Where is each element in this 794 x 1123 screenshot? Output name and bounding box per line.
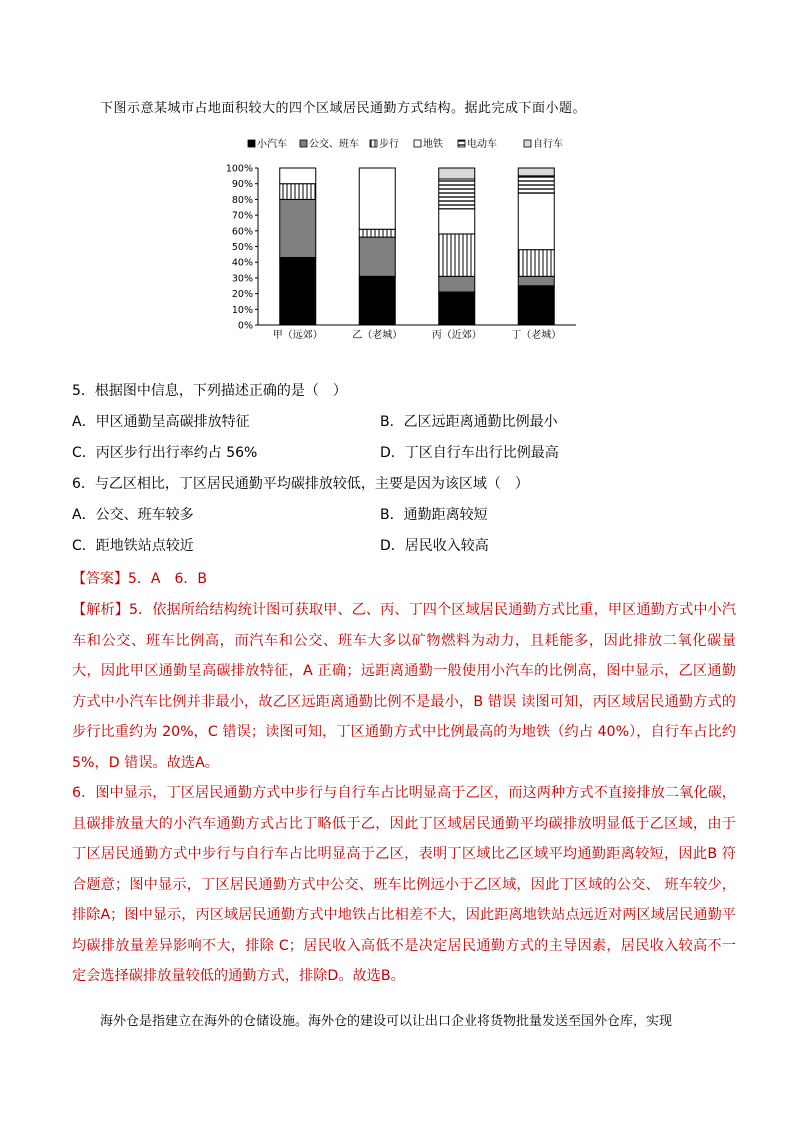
legend-swatch <box>300 140 307 147</box>
legend-swatch <box>370 140 377 147</box>
answer-value: 5．A 6．B <box>128 571 207 587</box>
bar-segment <box>439 179 475 209</box>
legend-swatch <box>414 140 421 147</box>
legend-swatch <box>524 140 531 147</box>
bar-segment <box>359 276 395 325</box>
bar-segment <box>518 286 554 325</box>
bar-segment <box>518 168 554 176</box>
bar-segment <box>518 250 554 277</box>
y-tick-label: 90% <box>231 179 253 191</box>
q5-option-a: A．甲区通勤呈高碳排放特征 <box>72 414 250 430</box>
legend-label: 电动车 <box>467 139 497 150</box>
y-tick-label: 0% <box>237 320 253 332</box>
analysis-block <box>72 595 736 992</box>
legend-label: 公交、班车 <box>309 139 359 150</box>
y-tick-label: 80% <box>231 194 253 206</box>
x-tick-label: 丁（老城） <box>511 330 562 341</box>
bar-segment <box>439 234 475 276</box>
y-tick-label: 10% <box>231 304 253 316</box>
bar-segment <box>439 276 475 292</box>
x-tick-label: 乙（老城） <box>352 330 403 341</box>
y-tick-label: 100% <box>225 163 253 175</box>
q6-option-c: C．距地铁站点较近 <box>72 538 194 554</box>
bar-segment <box>518 193 554 250</box>
bar-segment <box>280 168 316 184</box>
bar-segment <box>518 176 554 193</box>
stacked-bar-chart <box>218 136 578 346</box>
y-tick-label: 30% <box>231 273 253 285</box>
bar-segment <box>280 184 316 200</box>
question-5: 5．根据图中信息，下列描述正确的是（ ） <box>72 383 347 399</box>
bar-segment <box>439 209 475 234</box>
y-tick-label: 20% <box>231 289 253 301</box>
bar-segment <box>359 168 395 229</box>
q6-option-d: D．居民收入较高 <box>380 538 489 554</box>
y-tick-label: 40% <box>231 257 253 269</box>
answer-tag: 【答案】 <box>72 571 128 587</box>
q5-option-c: C．丙区步行出行率约占 56% <box>72 445 258 461</box>
legend-label: 小汽车 <box>257 139 287 150</box>
bar-segment <box>359 229 395 237</box>
q6-option-a: A．公交、班车较多 <box>72 507 194 523</box>
legend-label: 步行 <box>379 139 399 150</box>
bar-segment <box>439 168 475 179</box>
legend-label: 自行车 <box>533 139 563 150</box>
bar-segment <box>439 292 475 325</box>
legend-swatch <box>458 140 465 147</box>
analysis-paragraph-1 <box>72 595 736 778</box>
y-tick-label: 50% <box>231 242 253 253</box>
answer-line <box>72 568 207 588</box>
analysis-text-2: 6．图中显示，丁区居民通勤方式中步行与自行车占比明显高于乙区，而这两种方式不直接排放二氧化碳，且碳排放量大的小汽车通勤方式占比丁略低于乙，因此丁区域居民通勤平均碳排放明显低于乙区域，由于丁区居民通勤方式中步行与自行车占比明显高于乙区，表明丁区域比乙区域平均通勤距离较短，因此B 符合题意；图中显示，丁区居民通勤方式中公交、班车比例远小于乙区域，因此丁区域的公交、 班车较少，排除A；图中显示，丙区域居民通勤方式中地铁占比相差不大，因此距离地铁站点远近对两区域居民通勤平均碳排放量差异影响不大，排除 C；居民收入高低不是决定居民通勤方式的主导因素，居民收入较高不一定会选择碳排放量较低的通勤方式，排除D。故选B。 <box>72 785 736 984</box>
analysis-text-1: 5．依据所给结构统计图可获取甲、乙、丙、丁四个区域居民通勤方式比重，甲区通勤方式中小汽车和公交、班车比例高，而汽车和公交、班车大多以矿物燃料为动力，且耗能多，因此排放二氧化碳量大，因此甲区通勤呈高碳排放特征，A 正确；远距离通勤一般使用小汽车的比例高，图中显示，乙区通勤方式中小汽车比例并非最小，故乙区远距离通勤比例不是最小，B 错误 读图可知，丙区域居民通勤方式的步行比重约为 20%，C 错误；读图可知，丁区通勤方式中比例最高的为地铁（约占 40%），自行车占比约 5%，D 错误。故选A。 <box>72 602 736 771</box>
chart-legend <box>248 137 563 150</box>
x-tick-label: 丙（近郊） <box>431 330 482 341</box>
chart-bars <box>280 168 555 325</box>
bar-segment <box>359 237 395 276</box>
question-6: 6．与乙区相比，丁区居民通勤平均碳排放较低，主要是因为该区域（ ） <box>72 476 529 492</box>
analysis-tag: 【解析】 <box>72 602 129 618</box>
y-tick-label: 70% <box>231 210 253 222</box>
q5-option-b: B．乙区远距离通勤比例最小 <box>380 414 558 430</box>
bar-segment <box>280 199 316 257</box>
legend-label: 地铁 <box>423 139 443 150</box>
x-tick-label: 甲（远郊） <box>272 330 323 341</box>
bar-segment <box>280 257 316 325</box>
legend-swatch <box>248 140 255 147</box>
next-passage-text: 海外仓是指建立在海外的仓储设施。海外仓的建设可以让出口企业将货物批量发送至国外仓库，实现 <box>100 1014 673 1029</box>
intro-text: 下图示意某城市占地面积较大的四个区域居民通勤方式结构。据此完成下面小题。 <box>100 101 587 116</box>
bar-segment <box>518 276 554 285</box>
y-tick-label: 60% <box>231 226 253 238</box>
q5-option-d: D．丁区自行车出行比例最高 <box>380 445 559 461</box>
analysis-paragraph-2 <box>72 778 736 992</box>
q6-option-b: B．通勤距离较短 <box>380 507 488 523</box>
